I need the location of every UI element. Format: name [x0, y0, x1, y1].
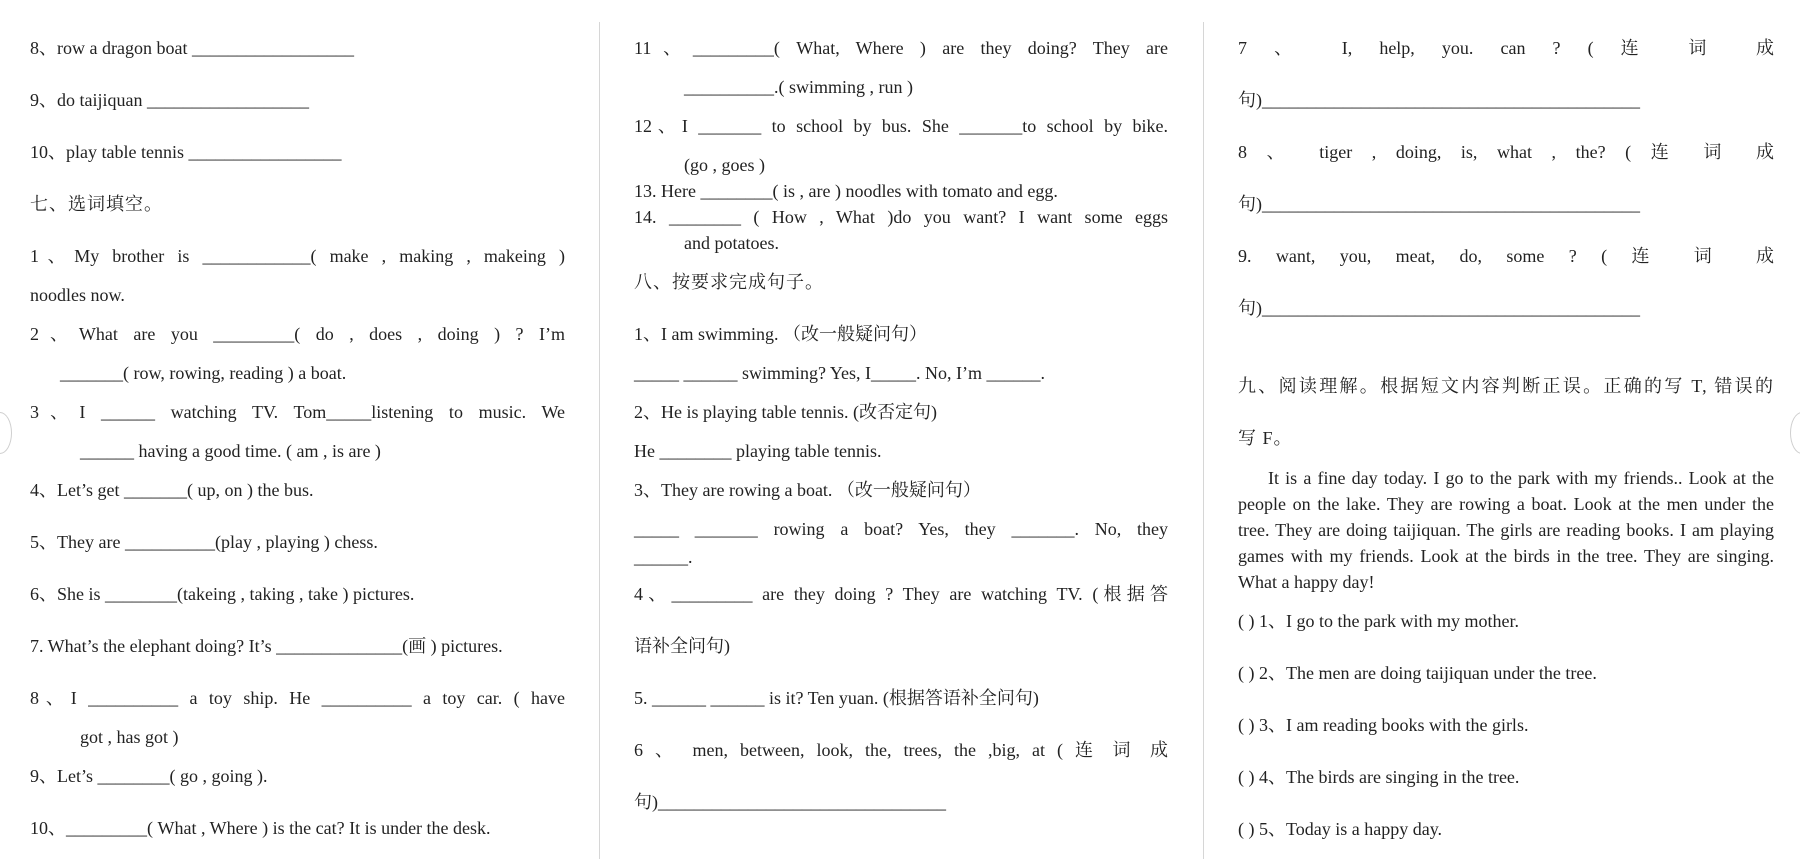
judgement-question: ( ) 1、I go to the park with my mother. [1238, 611, 1519, 631]
exercise-line: 9、Let’s ________( go , going ). [30, 766, 268, 786]
exercise-line: 9. want, you, meat, do, some ? ( 连 词 成 [1238, 246, 1774, 266]
exercise-line: 6 、 men, between, look, the, trees, the ,big, at ( 连 词 成 [634, 740, 1168, 760]
exercise-line: 3、They are rowing a boat. （改一般疑问句） [634, 480, 981, 500]
exercise-line: _____ _______ rowing a boat? Yes, they _______. No, they [634, 519, 1168, 539]
left-edge-handle [0, 412, 12, 454]
judgement-question: ( ) 3、I am reading books with the girls. [1238, 715, 1529, 735]
judgement-question: ( ) 4、The birds are singing in the tree. [1238, 767, 1520, 787]
exercise-line: 句)________________________________ [634, 792, 946, 812]
exercise-line: 7. What’s the elephant doing? It’s ______________(画 ) pictures. [30, 636, 503, 656]
exercise-line: noodles now. [30, 285, 125, 305]
exercise-line: 4、Let’s get _______( up, on ) the bus. [30, 480, 314, 500]
exercise-line: ______ having a good time. ( am , is are ) [80, 441, 381, 461]
exercise-line: 12、I _______ to school by bus. She _______to school by bike. [634, 116, 1168, 136]
exercise-line: 1、My brother is ____________( make , making , makeing ) [30, 246, 565, 266]
exercise-line: He ________ playing table tennis. [634, 441, 882, 461]
column-divider-2 [1203, 22, 1204, 859]
column-3 [1238, 0, 1774, 859]
exercise-line: 8 、 tiger , doing, is, what , the? ( 连 词 成 [1238, 142, 1774, 162]
right-edge-handle [1790, 412, 1800, 454]
column-divider-1 [599, 22, 600, 859]
exercise-line: ______. [634, 547, 693, 567]
exercise-line: 1、I am swimming. （改一般疑问句） [634, 324, 927, 344]
section-heading-8: 八、按要求完成句子。 [634, 272, 824, 292]
exercise-line: 句)__________________________________________ [1238, 194, 1640, 214]
exercise-line: 句)__________________________________________ [1238, 90, 1640, 110]
judgement-question: ( ) 5、Today is a happy day. [1238, 819, 1443, 839]
exercise-line: 11、_________( What, Where ) are they doing? They are [634, 38, 1168, 58]
exercise-line: 句)__________________________________________ [1238, 298, 1640, 318]
exercise-line: 6、She is ________(takeing , taking , take ) pictures. [30, 584, 415, 604]
judgement-question: ( ) 2、The men are doing taijiquan under the tree. [1238, 663, 1597, 683]
exercise-line: 语补全问句) [634, 636, 730, 656]
exercise-line: (go , goes ) [684, 155, 765, 175]
exercise-line: got , has got ) [80, 727, 179, 747]
reading-passage: It is a fine day today. I go to the park with my friends.. Look at the people on the lake. They are rowing a boat. Look at the men under the tree. They are doing taijiquan. The girls are reading books. I am playing games with my friends. Look at the birds in the tree. They are singing. What a happy day! [1238, 468, 1774, 592]
column-2 [634, 0, 1168, 859]
exercise-line: 5. ______ ______ is it? Ten yuan. (根据答语补全问句) [634, 688, 1039, 708]
exercise-line: 3、I ______ watching TV. Tom_____listening to music. We [30, 402, 565, 422]
exercise-line: 2、He is playing table tennis. (改否定句) [634, 402, 937, 422]
exercise-line: 14. ________ ( How , What )do you want? I want some eggs [634, 207, 1168, 227]
column-1 [30, 0, 565, 859]
exercise-line: 8、I __________ a toy ship. He __________ a toy car. ( have [30, 688, 565, 708]
exercise-line: _____ ______ swimming? Yes, I_____. No, I’m ______. [634, 363, 1046, 383]
exercise-line: 4、_________ are they doing ? They are watching TV. (根据答 [634, 584, 1168, 604]
exercise-line: 13. Here ________( is , are ) noodles with tomato and egg. [634, 181, 1058, 201]
exercise-line: and potatoes. [684, 233, 779, 253]
section-heading-9-cont: 写 F。 [1238, 428, 1293, 448]
exercise-line: _______( row, rowing, reading ) a boat. [60, 363, 347, 383]
exercise-line: 10、play table tennis _________________ [30, 142, 342, 162]
exercise-line: 8、row a dragon boat __________________ [30, 38, 354, 58]
exercise-line: 5、They are __________(play , playing ) chess. [30, 532, 378, 552]
exercise-line: 9、do taijiquan __________________ [30, 90, 309, 110]
section-heading-9: 九、阅读理解。根据短文内容判断正误。正确的写 T, 错误的 [1238, 376, 1774, 396]
exercise-line: 2、What are you _________( do , does , doing ) ? I’m [30, 324, 565, 344]
exercise-line: 10、_________( What , Where ) is the cat? It is under the desk. [30, 818, 491, 838]
exercise-line: __________.( swimming , run ) [684, 77, 913, 97]
section-heading-7: 七、选词填空。 [30, 194, 163, 214]
exercise-line: 7 、 I, help, you. can ? ( 连 词 成 [1238, 38, 1774, 58]
